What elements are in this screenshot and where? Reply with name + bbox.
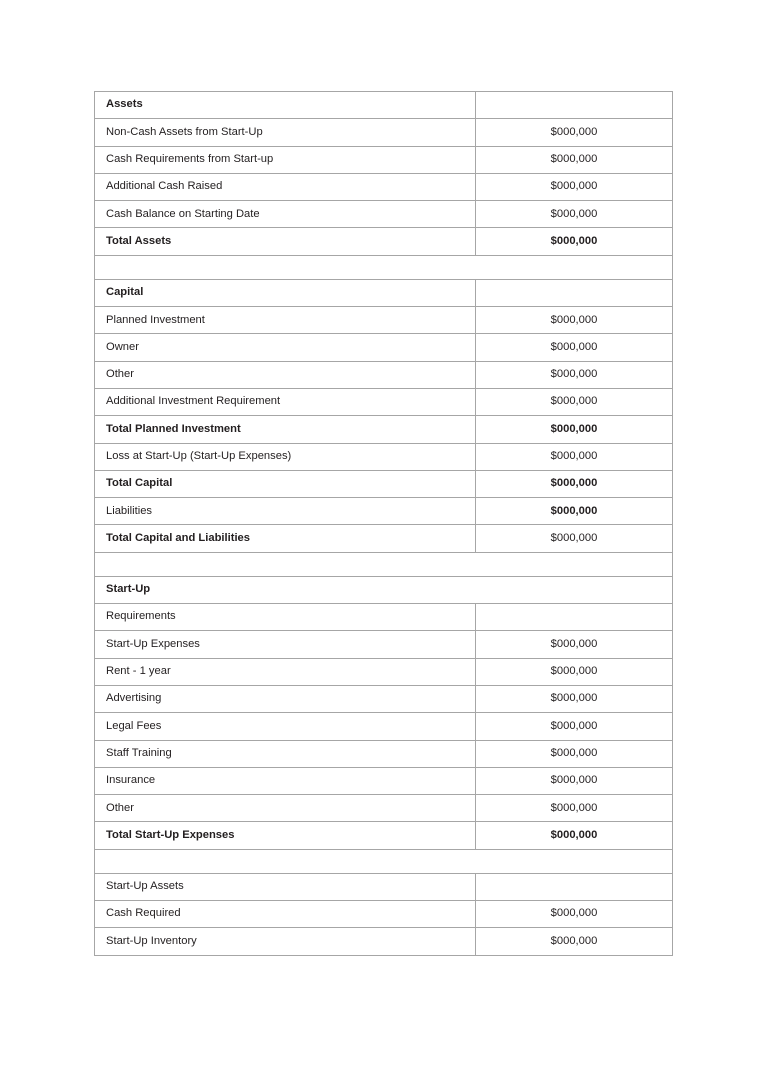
row-value-cash-required: $000,000 [476, 901, 673, 928]
table-row [95, 525, 673, 552]
row-label-startup-header: Start-Up [95, 576, 673, 603]
row-label-cash-required: Cash Required [95, 901, 476, 928]
row-label-total-capital-liabilities: Total Capital and Liabilities [95, 525, 476, 552]
table-row [95, 443, 673, 470]
row-value-total-assets: $000,000 [476, 228, 673, 255]
row-label-liabilities: Liabilities [95, 498, 476, 525]
table-row [95, 685, 673, 712]
row-label-additional-cash-raised: Additional Cash Raised [95, 173, 476, 200]
row-label-advertising: Advertising [95, 685, 476, 712]
row-label-requirements: Requirements [95, 604, 476, 631]
row-label-total-startup-expenses: Total Start-Up Expenses [95, 822, 476, 849]
table-row [95, 146, 673, 173]
row-value-startup-inventory: $000,000 [476, 928, 673, 955]
table-row [95, 470, 673, 497]
row-value-legal-fees: $000,000 [476, 713, 673, 740]
table-row [95, 713, 673, 740]
row-label-owner: Owner [95, 334, 476, 361]
table-row [95, 388, 673, 415]
table-row [95, 119, 673, 146]
row-value-startup-assets [476, 873, 673, 900]
row-value-advertising: $000,000 [476, 685, 673, 712]
row-label-total-assets: Total Assets [95, 228, 476, 255]
row-value-additional-cash-raised: $000,000 [476, 173, 673, 200]
row-label-insurance: Insurance [95, 767, 476, 794]
row-label-capital-header: Capital [95, 279, 476, 306]
row-value-assets-header [476, 92, 673, 119]
row-label-spacer-2 [95, 552, 673, 576]
table-row [95, 361, 673, 388]
row-value-capital-header [476, 279, 673, 306]
row-label-planned-investment: Planned Investment [95, 307, 476, 334]
row-value-startup-expenses: $000,000 [476, 631, 673, 658]
row-label-cash-balance-start: Cash Balance on Starting Date [95, 201, 476, 228]
table-row [95, 498, 673, 525]
row-label-other-capital: Other [95, 361, 476, 388]
row-value-additional-investment: $000,000 [476, 388, 673, 415]
startup-balance-table [94, 91, 673, 956]
table-row [95, 92, 673, 119]
row-value-planned-investment: $000,000 [476, 307, 673, 334]
row-label-total-planned-investment: Total Planned Investment [95, 416, 476, 443]
row-value-non-cash-assets: $000,000 [476, 119, 673, 146]
row-value-owner: $000,000 [476, 334, 673, 361]
row-value-total-capital-liabilities: $000,000 [476, 525, 673, 552]
row-value-cash-balance-start: $000,000 [476, 201, 673, 228]
table-row [95, 228, 673, 255]
table-row [95, 416, 673, 443]
table-row [95, 822, 673, 849]
table-row [95, 279, 673, 306]
row-value-other-startup: $000,000 [476, 795, 673, 822]
table-body [95, 92, 673, 956]
table-row [95, 173, 673, 200]
row-value-insurance: $000,000 [476, 767, 673, 794]
table-row [95, 255, 673, 279]
table-row [95, 334, 673, 361]
row-label-other-startup: Other [95, 795, 476, 822]
row-value-loss-at-startup: $000,000 [476, 443, 673, 470]
table-row [95, 604, 673, 631]
row-value-liabilities: $000,000 [476, 498, 673, 525]
row-value-staff-training: $000,000 [476, 740, 673, 767]
table-row [95, 631, 673, 658]
row-label-cash-requirements: Cash Requirements from Start-up [95, 146, 476, 173]
table-row [95, 658, 673, 685]
row-label-loss-at-startup: Loss at Start-Up (Start-Up Expenses) [95, 443, 476, 470]
row-label-rent-1-year: Rent - 1 year [95, 658, 476, 685]
row-value-rent-1-year: $000,000 [476, 658, 673, 685]
table-row [95, 928, 673, 955]
row-label-startup-expenses: Start-Up Expenses [95, 631, 476, 658]
table-row [95, 795, 673, 822]
row-value-total-startup-expenses: $000,000 [476, 822, 673, 849]
row-label-non-cash-assets: Non-Cash Assets from Start-Up [95, 119, 476, 146]
table-row [95, 849, 673, 873]
table-row [95, 307, 673, 334]
row-value-total-capital: $000,000 [476, 470, 673, 497]
table-row [95, 740, 673, 767]
table-row [95, 201, 673, 228]
row-value-other-capital: $000,000 [476, 361, 673, 388]
balance-sheet-container [94, 91, 672, 956]
row-label-spacer-3 [95, 849, 673, 873]
table-row [95, 552, 673, 576]
table-row [95, 576, 673, 603]
row-value-requirements [476, 604, 673, 631]
table-row [95, 901, 673, 928]
row-label-total-capital: Total Capital [95, 470, 476, 497]
row-label-spacer-1 [95, 255, 673, 279]
table-row [95, 873, 673, 900]
row-value-cash-requirements: $000,000 [476, 146, 673, 173]
row-label-staff-training: Staff Training [95, 740, 476, 767]
row-label-startup-inventory: Start-Up Inventory [95, 928, 476, 955]
row-label-startup-assets: Start-Up Assets [95, 873, 476, 900]
row-value-total-planned-investment: $000,000 [476, 416, 673, 443]
table-row [95, 767, 673, 794]
row-label-additional-investment: Additional Investment Requirement [95, 388, 476, 415]
row-label-assets-header: Assets [95, 92, 476, 119]
row-label-legal-fees: Legal Fees [95, 713, 476, 740]
